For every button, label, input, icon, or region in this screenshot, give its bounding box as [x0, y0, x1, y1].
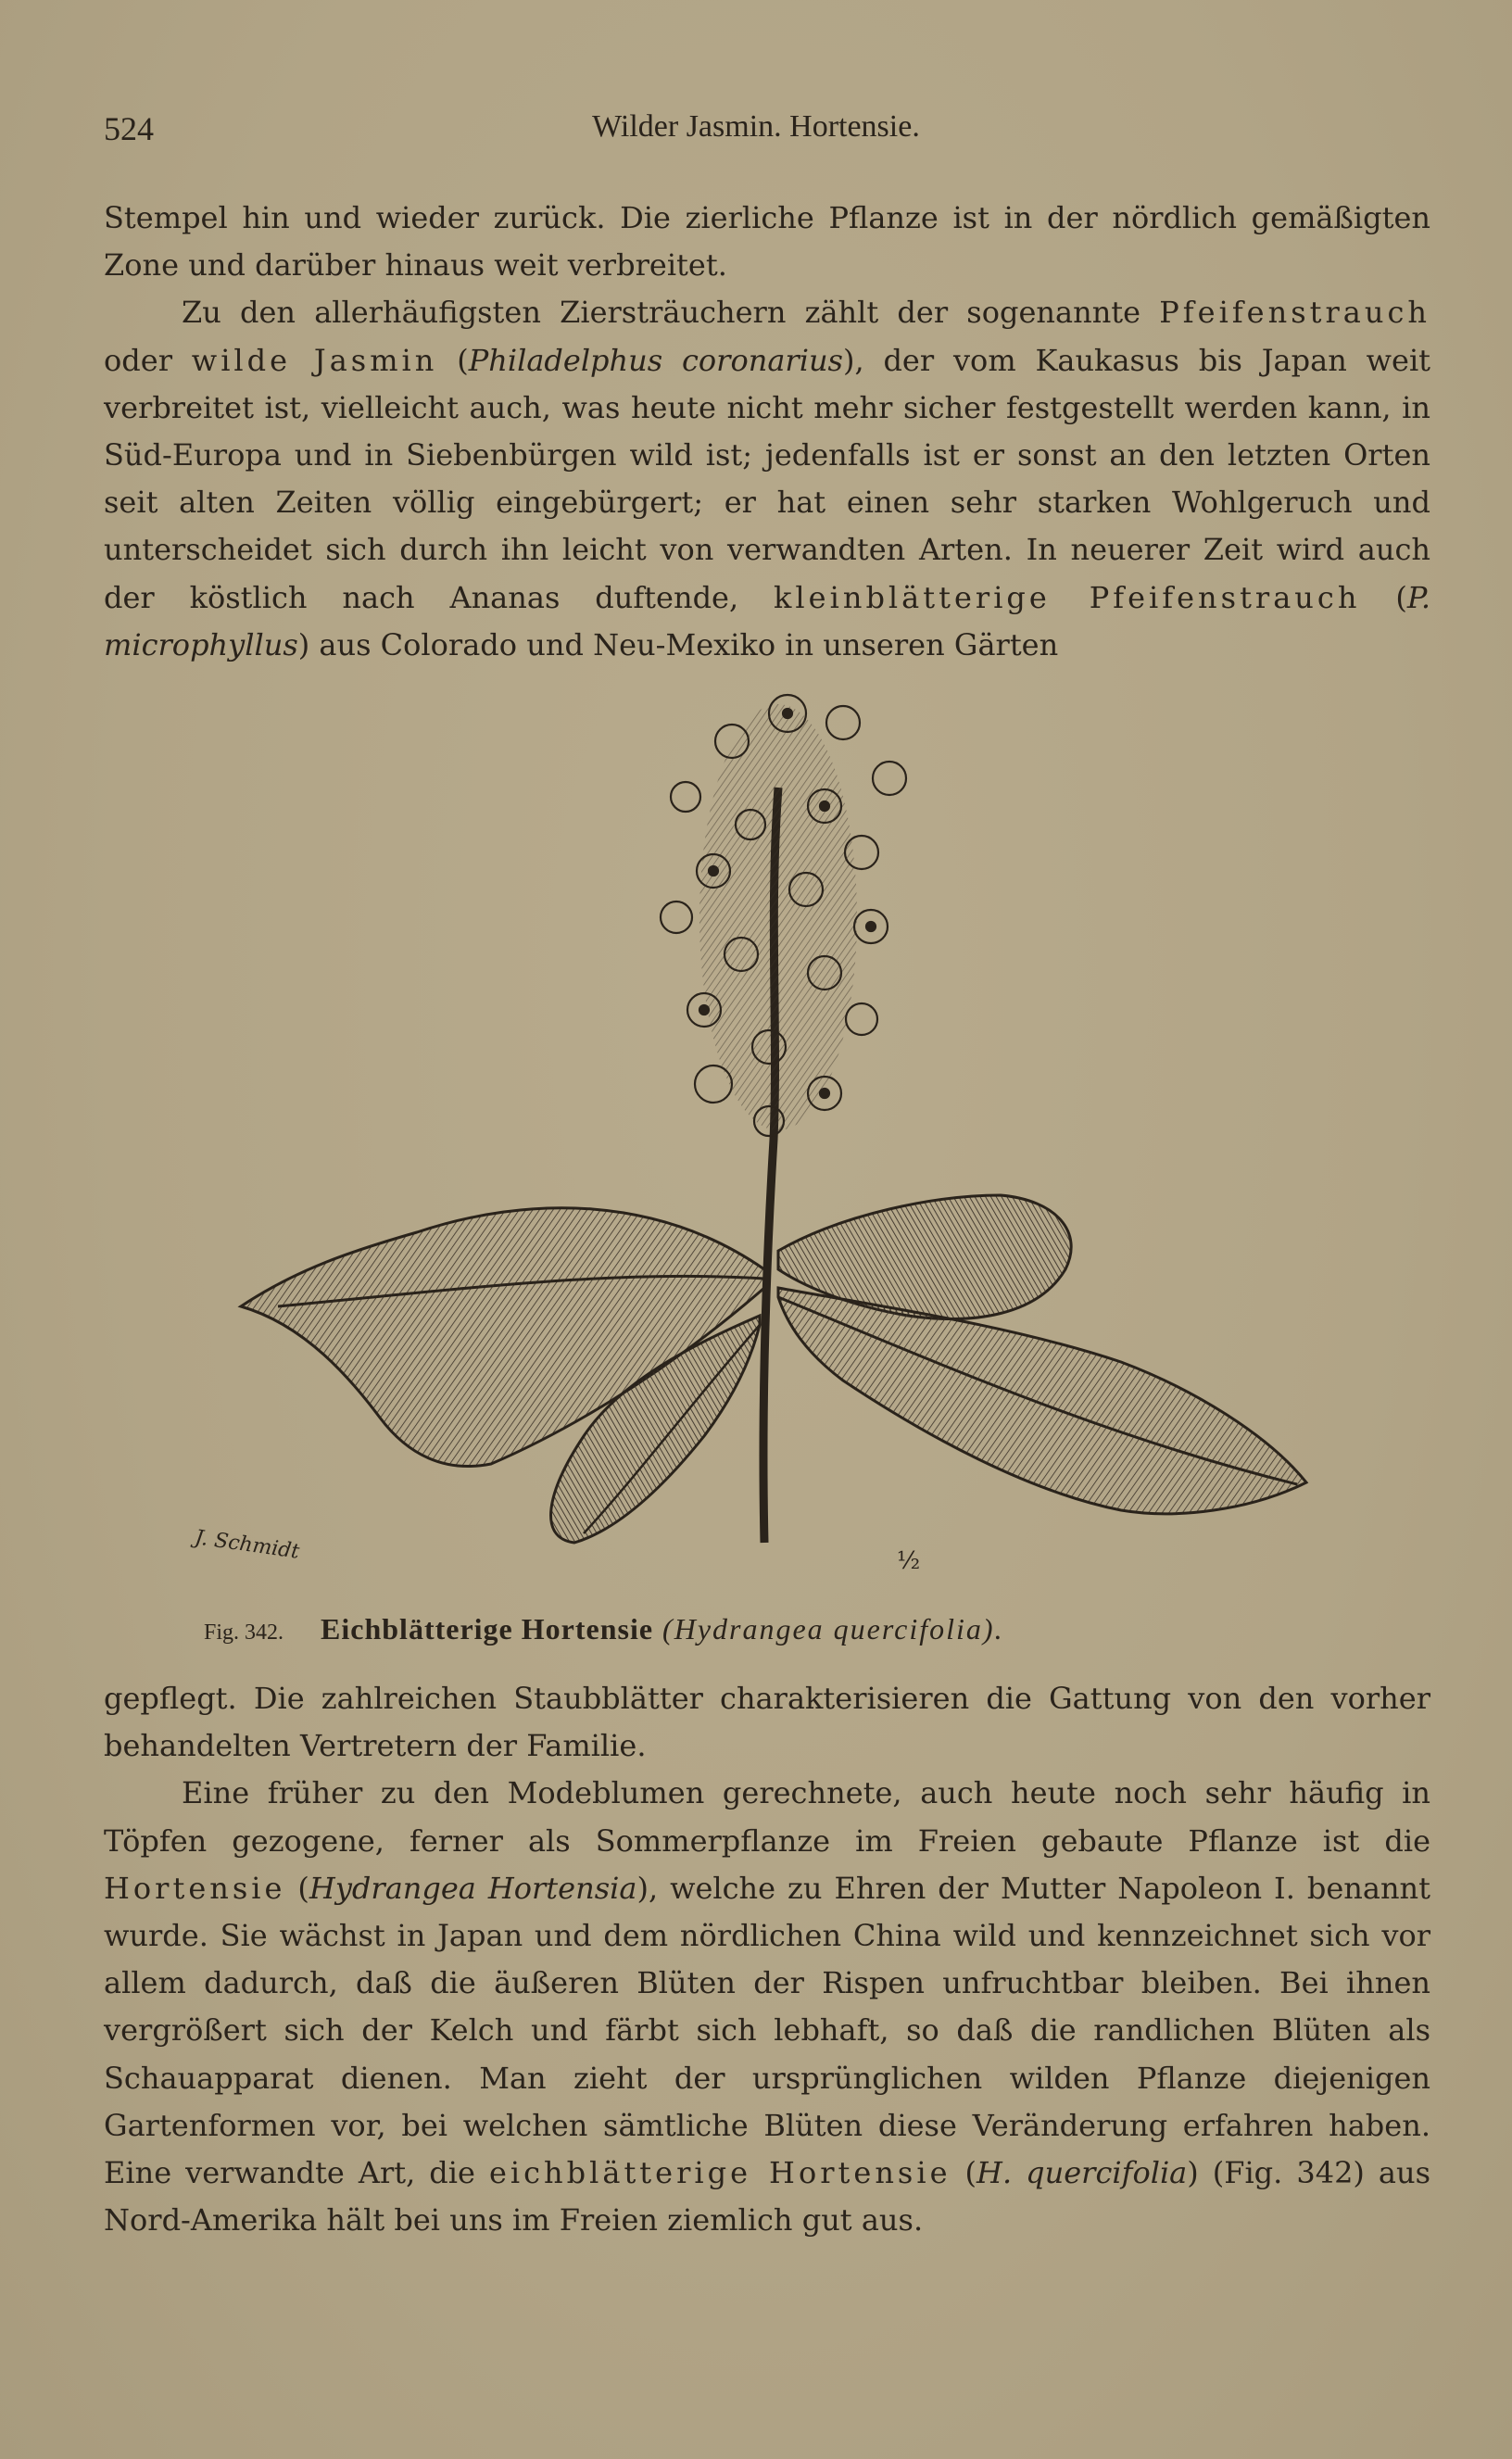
text-run: ( — [951, 2155, 977, 2191]
flower-panicle — [661, 695, 906, 1136]
latin-name: Hydrangea Hortensia — [309, 1870, 637, 1906]
text-run: ) aus Colorado und Neu-Mexiko in unseren Gärten — [297, 626, 1059, 662]
text-run: ) (Fig. 342) aus Nord-Amerika hält bei uns im Freien ziemlich gut aus. — [104, 2155, 1431, 2238]
spaced-term: wilde Jasmin — [191, 342, 438, 378]
right-lower-leaf — [778, 1288, 1306, 1514]
spaced-term: Pfeifenstrauch — [1159, 295, 1430, 331]
engraving-drawing — [139, 676, 1380, 1566]
latin-name: Philadelphus coronarius — [468, 342, 843, 378]
figure-caption — [204, 1612, 1316, 1646]
text-run: ( — [437, 342, 469, 378]
text-run: ), welche zu Ehren der Mutter Napoleon I. benannt wurde. Sie wächst in Japan und dem nördlichen China wild und kennzeichnet sich vor allem dadurch, daß die äußeren Blüten der Rispen unfruchtbar bleiben. Bei ihnen vergrößert sich der Kelch und färbt sich lebhaft, so daß die randlichen Blüten als Schauapparat dienen. Man zieht der ursprünglichen wilden Pflanze diejenigen Gartenformen vor, bei welchen sämtliche Blüten diese Veränderung erfahren haben. Eine verwandte Art, die — [104, 1870, 1431, 2191]
paragraph-gepflegt: gepflegt. Die zahlreichen Staubblätter charakterisieren die Gattung von den vorher behandelten Vertretern der Familie. — [104, 1681, 1430, 1764]
figure-number: Fig. 342. — [204, 1620, 284, 1645]
paragraph-continued: Stempel hin und wieder zurück. Die zierliche Pflanze ist in der nördlich gemäßigten Zone und darüber hinaus weit verbreitet. — [104, 200, 1430, 284]
paragraph-hortensie — [104, 1770, 1430, 2244]
scale-mark: ½ — [897, 1547, 921, 1575]
latin-name: P. microphyllus — [104, 579, 1431, 662]
artist-signature: J. Schmidt — [193, 1526, 301, 1564]
text-run: ( — [285, 1870, 309, 1906]
top-text-block — [104, 195, 1430, 669]
spaced-term: eichblätterige Hortensie — [488, 2155, 951, 2191]
spaced-term: Hortensie — [104, 1870, 286, 1906]
bottom-text-block — [104, 1675, 1430, 2244]
running-head: Wilder Jasmin. Hortensie. — [592, 109, 920, 144]
figure-title: Eichblätterige Hortensie — [321, 1612, 654, 1646]
text-run: oder — [104, 342, 192, 378]
page-header — [104, 109, 1408, 154]
spaced-term: kleinblätterige Pfeifenstrauch — [774, 579, 1361, 615]
paragraph-pfeifenstrauch — [104, 289, 1430, 669]
latin-name: H. quercifolia — [976, 2155, 1188, 2191]
text-run: Zu den allerhäufigsten Ziersträuchern zählt der sogenannte — [182, 295, 1160, 331]
figure-latin-name: (Hydrangea quercifolia). — [662, 1612, 1004, 1646]
text-run: Eine früher zu den Modeblumen gerechnete, auch heute noch sehr häufig in Töpfen gezogene, ferner als Sommerpflanze im Freien gebaute Pflanze ist die — [104, 1775, 1430, 1859]
text-run: ( — [1360, 579, 1407, 615]
page-number: 524 — [104, 110, 154, 147]
text-run: ), der vom Kaukasus bis Japan weit verbreitet ist, vielleicht auch, was heute nicht mehr sicher festgestellt werden kann, in Süd-Europa und in Siebenbürgen wild ist; jedenfalls ist er sonst an den letzten Orten seit alten Zeiten völlig eingebürgert; er hat einen sehr starken Wohlgeruch und unterscheidet sich durch ihn leicht von verwandten Arten. In neuerer Zeit wird auch der köstlich nach Ananas duftende, — [104, 342, 1431, 615]
hydrangea-illustration — [139, 676, 1380, 1566]
